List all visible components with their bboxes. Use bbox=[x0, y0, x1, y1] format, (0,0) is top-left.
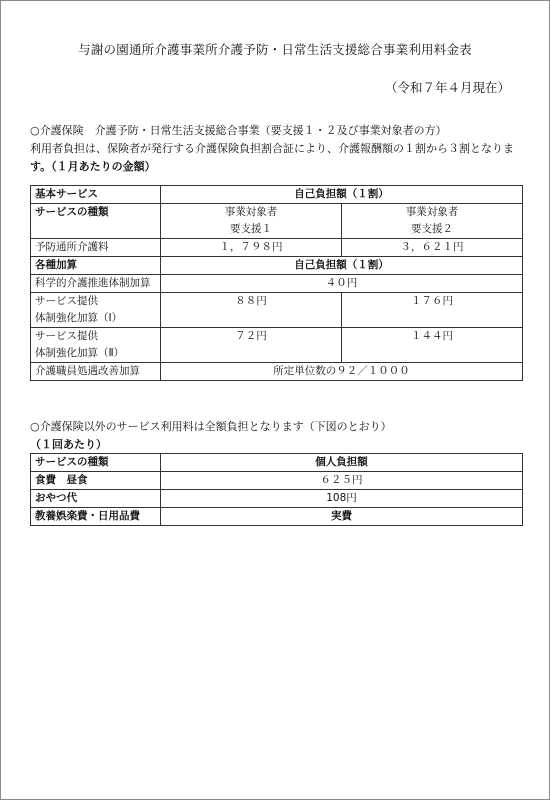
meal-value: ６２５円 bbox=[161, 472, 523, 490]
prevention-fee-a: １，７９８円 bbox=[161, 239, 342, 257]
intro-text bbox=[30, 122, 530, 176]
snack-value: 108円 bbox=[161, 490, 523, 508]
addition-self-pay-header: 自己負担額（１割） bbox=[161, 257, 523, 275]
table-row bbox=[31, 204, 523, 239]
care-fee-table bbox=[30, 185, 523, 381]
service-enhancement-2-a: ７２円 bbox=[161, 328, 342, 363]
column-b-line-1: 事業対象者 bbox=[405, 206, 459, 218]
staff-improvement-value: 所定単位数の９２／１０００ bbox=[161, 363, 523, 381]
table-row bbox=[31, 275, 523, 293]
table-row bbox=[31, 508, 523, 526]
intro-line-2: 利用者負担は、保険者が発行する介護保険負担割合証により、介護報酬額の１割から３割となりま bbox=[30, 142, 514, 155]
intro-line-3: す。（１月あたりの金額） bbox=[30, 160, 156, 173]
column-a-line-2: 要支援１ bbox=[230, 223, 272, 235]
other-fees-note bbox=[30, 418, 392, 454]
column-a-line-1: 事業対象者 bbox=[224, 206, 278, 218]
service-enhancement-1-line-1: サービス提供 bbox=[35, 295, 98, 307]
page-title: 与謝の園通所介護事業所介護予防・日常生活支援総合事業利用料金表 bbox=[78, 42, 472, 57]
intro-line-1: ○介護保険 介護予防・日常生活支援総合事業（要支援１・２及び事業対象者の方） bbox=[30, 124, 447, 137]
prevention-fee-b: ３，６２１円 bbox=[342, 239, 523, 257]
service-type-header-2: サービスの種類 bbox=[31, 454, 161, 472]
culture-value: 実費 bbox=[161, 508, 523, 526]
table-row bbox=[31, 239, 523, 257]
staff-improvement-label: 介護職員処遇改善加算 bbox=[31, 363, 161, 381]
column-a-header bbox=[161, 204, 342, 239]
service-enhancement-1-b: １７６円 bbox=[342, 293, 523, 328]
table-row bbox=[31, 328, 523, 363]
service-enhancement-2-label bbox=[31, 328, 161, 363]
science-addition-value: ４０円 bbox=[161, 275, 523, 293]
other-fees-line-1: ○介護保険以外のサービス利用料は全額負担となります（下図のとおり） bbox=[30, 420, 392, 433]
service-enhancement-2-b: １４４円 bbox=[342, 328, 523, 363]
service-enhancement-1-a: ８８円 bbox=[161, 293, 342, 328]
table-row bbox=[31, 472, 523, 490]
table-row bbox=[31, 186, 523, 204]
service-enhancement-1-line-2: 体制強化加算（Ⅰ） bbox=[35, 312, 123, 324]
prevention-fee-label: 予防通所介護料 bbox=[31, 239, 161, 257]
basic-service-header: 基本サービス bbox=[31, 186, 161, 204]
self-pay-header: 自己負担額（１割） bbox=[161, 186, 523, 204]
table-row bbox=[31, 454, 523, 472]
service-enhancement-2-line-1: サービス提供 bbox=[35, 330, 98, 342]
column-b-line-2: 要支援２ bbox=[411, 223, 453, 235]
snack-label: おやつ代 bbox=[31, 490, 161, 508]
column-b-header bbox=[342, 204, 523, 239]
table-row bbox=[31, 363, 523, 381]
other-fees-line-2: （１回あたり） bbox=[30, 438, 107, 451]
personal-pay-header: 個人負担額 bbox=[161, 454, 523, 472]
service-type-header: サービスの種類 bbox=[31, 204, 161, 239]
other-fee-table bbox=[30, 453, 523, 526]
service-enhancement-1-label bbox=[31, 293, 161, 328]
table-row bbox=[31, 490, 523, 508]
culture-label: 教養娯楽費・日用品費 bbox=[31, 508, 161, 526]
table-row bbox=[31, 257, 523, 275]
meal-label: 食費 昼食 bbox=[31, 472, 161, 490]
effective-date: （令和７年４月現在） bbox=[384, 80, 510, 95]
table-row bbox=[31, 293, 523, 328]
service-enhancement-2-line-2: 体制強化加算（Ⅱ） bbox=[35, 347, 125, 359]
addition-header: 各種加算 bbox=[31, 257, 161, 275]
science-addition-label: 科学的介護推進体制加算 bbox=[31, 275, 161, 293]
